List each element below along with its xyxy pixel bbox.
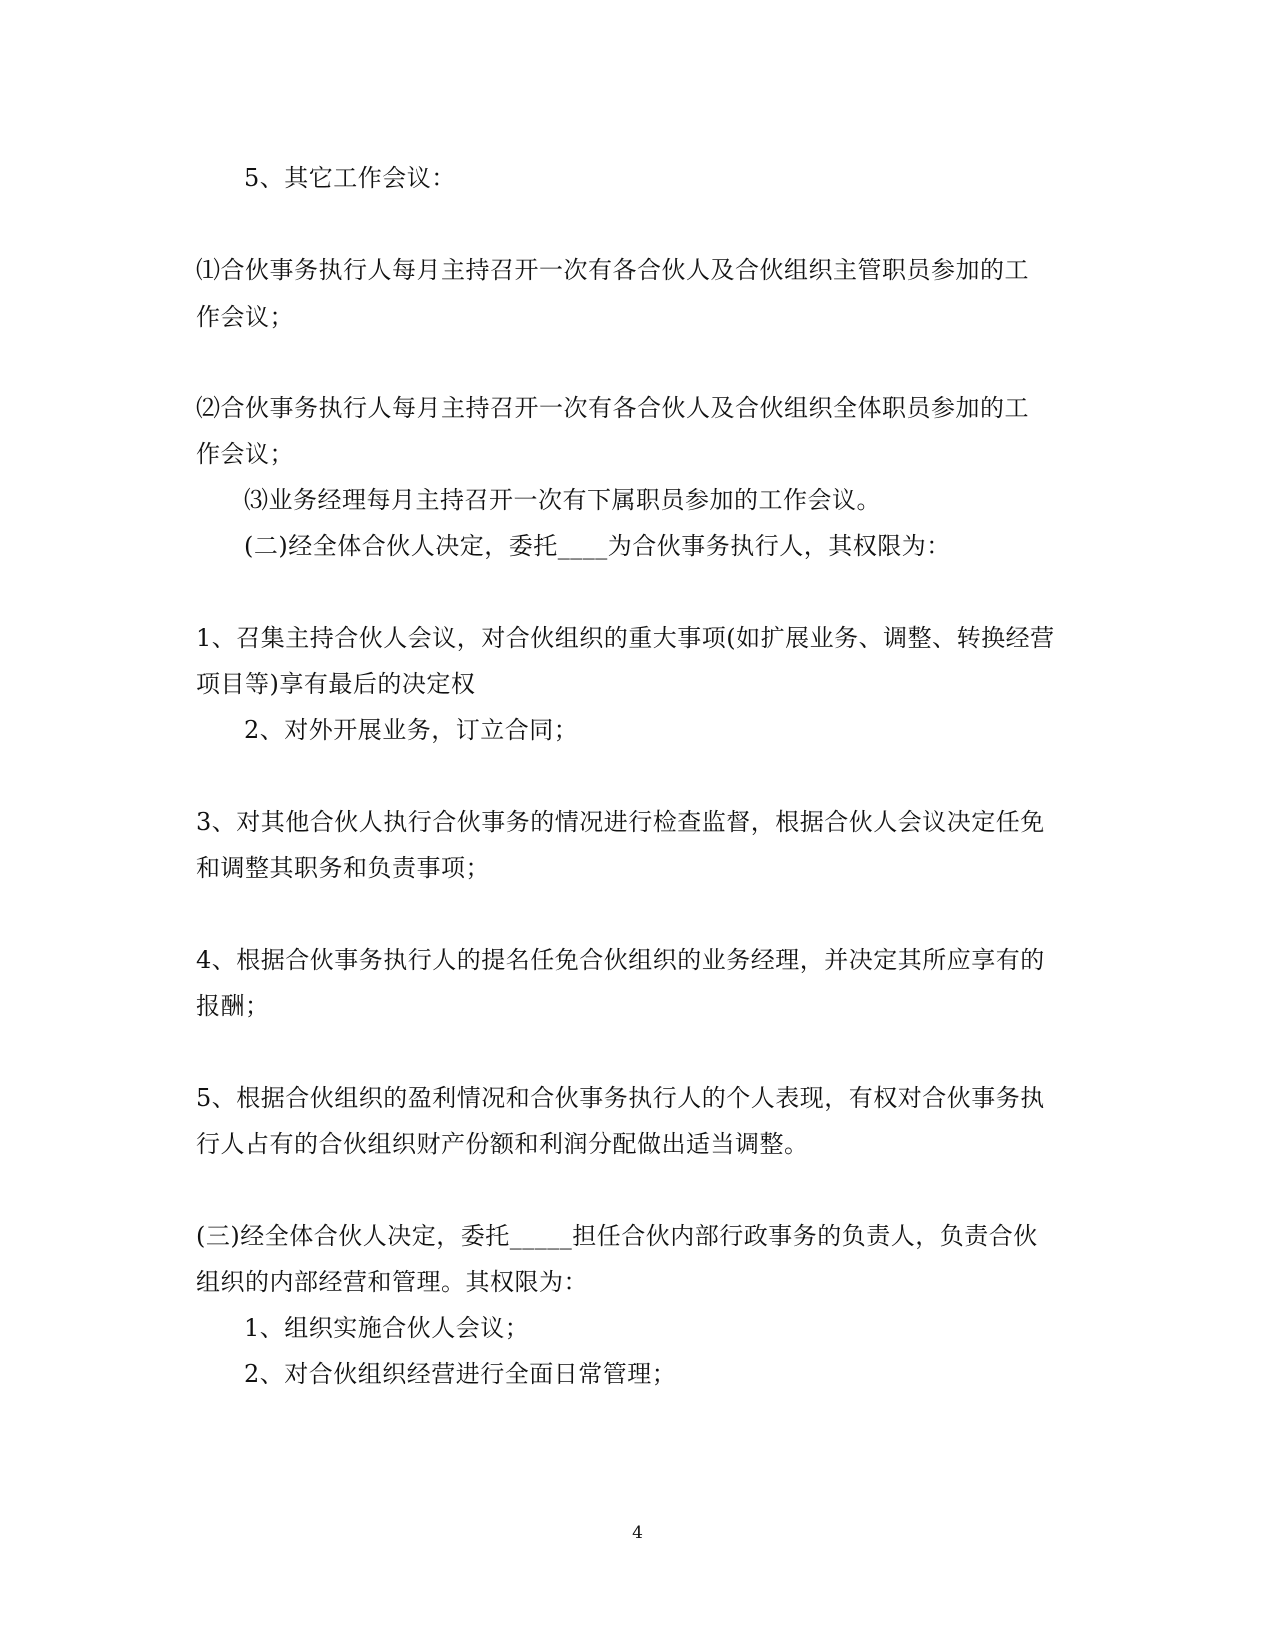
text-line: 5、根据合伙组织的盈利情况和合伙事务执行人的个人表现，有权对合伙事务执 [196,1084,1045,1112]
text-line: 5、其它工作会议： [244,164,456,192]
text-line: 作会议； [196,440,294,468]
text-line: 2、对合伙组织经营进行全面日常管理； [244,1360,677,1388]
text-line: ⑴合伙事务执行人每月主持召开一次有各合伙人及合伙组织主管职员参加的工 [196,256,1029,284]
page-number: 4 [632,1523,643,1543]
text-line: 3、对其他合伙人执行合伙事务的情况进行检查监督，根据合伙人会议决定任免 [196,808,1045,836]
text-line: 1、组织实施合伙人会议； [244,1314,530,1342]
text-line: 2、对外开展业务，订立合同； [244,716,579,744]
text-line: ⑵合伙事务执行人每月主持召开一次有各合伙人及合伙组织全体职员参加的工 [196,394,1029,422]
text-line: 1、召集主持合伙人会议，对合伙组织的重大事项(如扩展业务、调整、转换经营 [196,624,1055,652]
text-line: 行人占有的合伙组织财产份额和利润分配做出适当调整。 [196,1130,809,1158]
text-line: (二)经全体合伙人决定，委托____为合伙事务执行人，其权限为： [244,532,951,560]
text-line: 4、根据合伙事务执行人的提名任免合伙组织的业务经理，并决定其所应享有的 [196,946,1045,974]
text-line: 作会议； [196,303,294,331]
text-line: 报酬； [196,992,270,1020]
text-line: 组织的内部经营和管理。其权限为： [196,1268,588,1296]
text-line: 和调整其职务和负责事项； [196,854,490,882]
text-line: ⑶业务经理每月主持召开一次有下属职员参加的工作会议。 [244,486,881,514]
text-line: 项目等)享有最后的决定权 [196,670,476,698]
text-line: (三)经全体合伙人决定，委托_____担任合伙内部行政事务的负责人，负责合伙 [196,1222,1038,1250]
